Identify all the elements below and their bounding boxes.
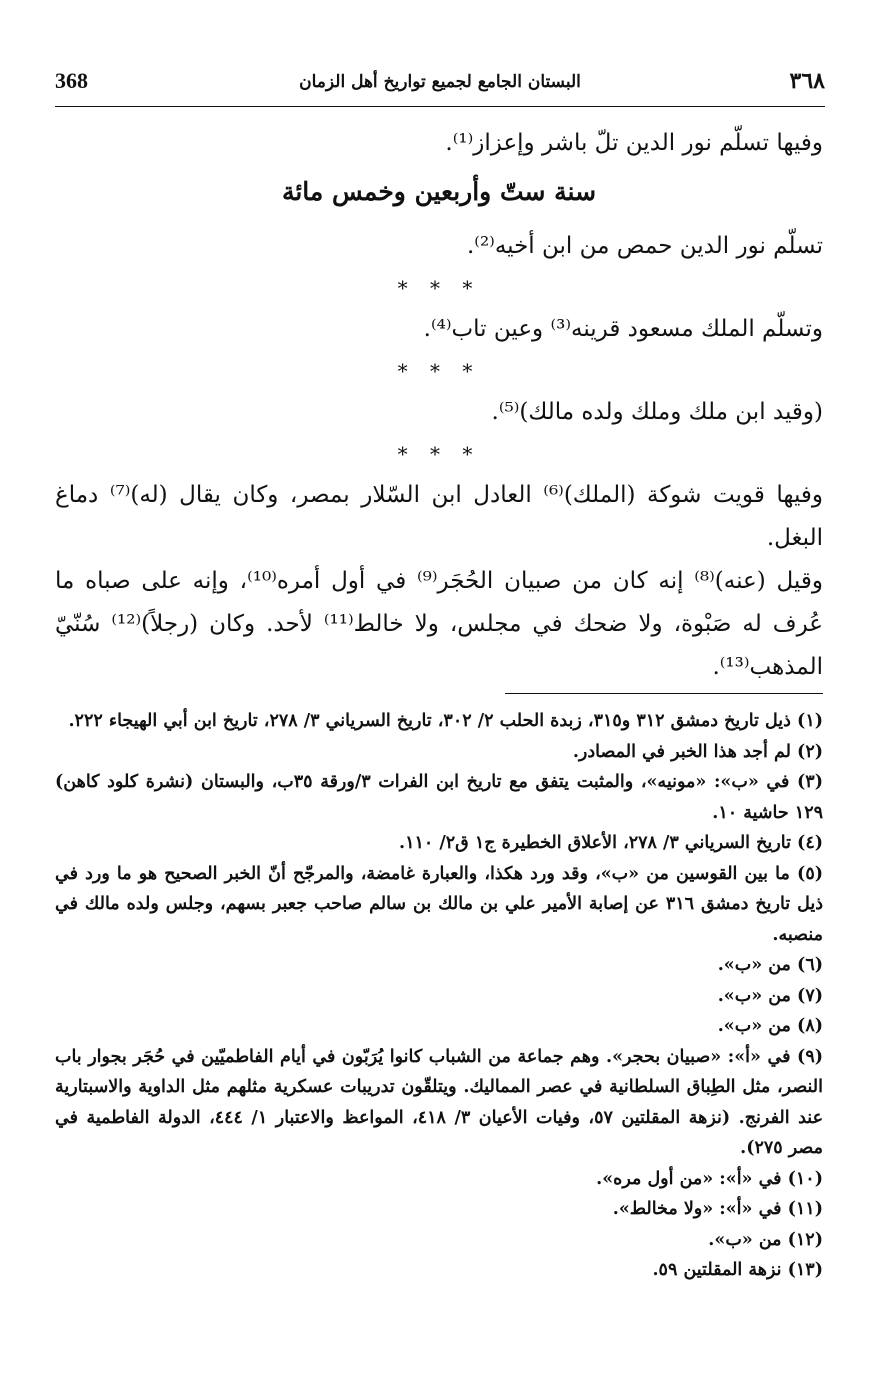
year-heading: سنة ستّ وأربعين وخمس مائة	[281, 177, 597, 206]
footnote-11: (١١) في «أ»: «ولا مخالط».	[612, 1199, 823, 1219]
footnote-3: (٣) في «ب»: «مونيه»، والمثبت يتفق مع تاريخ ابن الفرات ٣/ورقة ٣٥ب، والبستان (نشرة كلود كاهن) ١٢٩ حاشية ١٠.	[55, 772, 823, 823]
footnote-8: (٨) من «ب».	[717, 1016, 823, 1036]
section-separator-3: * * *	[397, 442, 481, 466]
footnote-4: (٤) تاريخ السرياني ٣/ ٢٧٨، الأعلاق الخطيرة ج١ ق٢/ ١١٠.	[398, 833, 823, 853]
paragraph-4: (وقيد ابن ملك وملك ولده مالك)⁽⁵⁾.	[491, 399, 823, 425]
paragraph-6: وقيل (عنه)⁽⁸⁾ إنه كان من صبيان الحُجَر⁽⁹⁾ في أول أمره⁽¹⁰⁾، وإنه على صباه ما عُرف له صَبْوة، ولا ضحك في مجلس، ولا خالط⁽¹¹⁾ لأحد. وكان (رجلاً)⁽¹²⁾ سُنّيّ المذهب⁽¹³⁾.	[55, 568, 824, 680]
footnote-7: (٧) من «ب».	[717, 985, 823, 1006]
footnote-10: (١٠) في «أ»: «من أول مره».	[596, 1168, 823, 1189]
footnote-separator	[505, 693, 823, 694]
footnote-2: (٢) لم أجد هذا الخبر في المصادر.	[572, 741, 823, 762]
page-number-latin: 368	[55, 68, 88, 93]
paragraph-5: وفيها قويت شوكة (الملك)⁽⁶⁾ العادل ابن السّلار بمصر، وكان يقال (له)⁽⁷⁾ دماغ البغل.	[55, 482, 823, 551]
paragraph-2: تسلّم نور الدين حمص من ابن أخيه⁽²⁾.	[466, 233, 823, 259]
section-separator-2: * * *	[397, 359, 481, 383]
running-title: البستان الجامع لجميع تواريخ أهل الزمان	[299, 72, 581, 92]
footnote-5: (٥) ما بين القوسين من «ب»، وقد ورد هكذا، والعبارة غامضة، والمرجّح أنّ الخبر الصحيح هو ما ورد في ذيل تاريخ دمشق ٣١٦ عن إصابة الأمير علي بن مالك بن سالم صاحب جعبر بسهم، وجلس ولده مالك في منصبه.	[55, 863, 824, 945]
page-number-arabic: ٣٦٨	[789, 68, 825, 94]
footnote-1: (١) ذيل تاريخ دمشق ٣١٢ و٣١٥، زبدة الحلب ٢/ ٣٠٢، تاريخ السرياني ٣/ ٢٧٨، تاريخ ابن أبي الهيجاء ٢٢٢.	[68, 711, 823, 731]
footnote-6: (٦) من «ب».	[717, 955, 823, 975]
footnote-13: (١٣) نزهة المقلتين ٥٩.	[652, 1260, 823, 1280]
section-separator-1: * * *	[397, 276, 481, 300]
main-text	[55, 122, 823, 689]
footnotes	[55, 706, 823, 1286]
footnote-9: (٩) في «أ»: «صبيان بحجر». وهم جماعة من الشباب كانوا يُرَبّون في أيام الفاطميّين في حُجَر بجوار باب النصر، مثل الطِباق السلطانية في عصر المماليك. ويتلقّون تدريبات عسكرية مثلهم مثل الداوية والاسبتارية عند الفرنج. (نزهة المقلتين ٥٧، وفيات الأعيان ٣/ ٤١٨، المواعظ والاعتبار ١/ ٤٤٤، الدولة الفاطمية في مصر ٢٧٥).	[55, 1046, 824, 1158]
paragraph-1: وفيها تسلّم نور الدين تلّ باشر وإعزاز⁽¹⁾.	[445, 130, 823, 156]
footnote-12: (١٢) من «ب».	[708, 1229, 823, 1250]
running-header	[55, 62, 825, 107]
paragraph-3: وتسلّم الملك مسعود قرينه⁽³⁾ وعين تاب⁽⁴⁾.	[423, 316, 823, 342]
